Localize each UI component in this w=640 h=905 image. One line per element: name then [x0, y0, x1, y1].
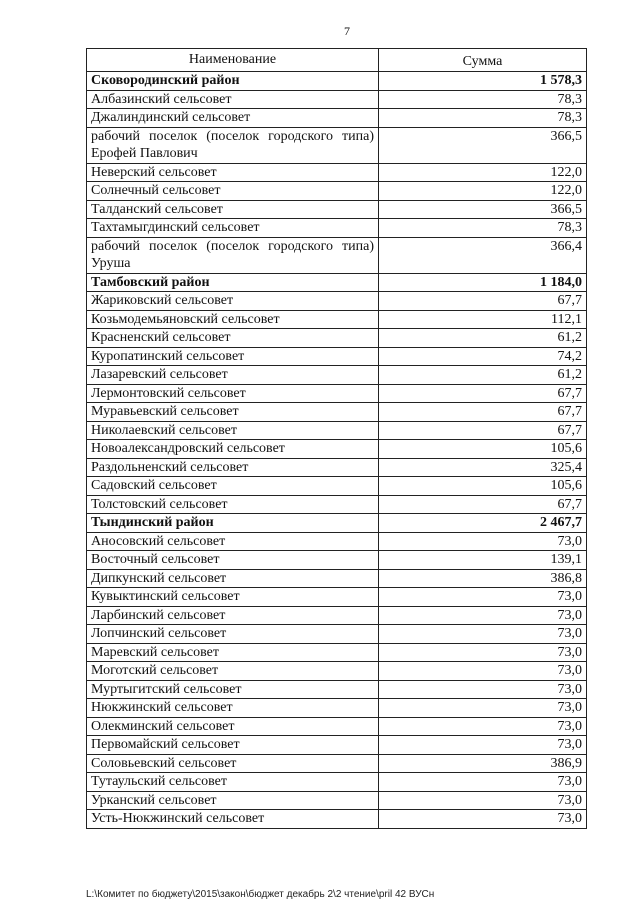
- table-row: [87, 477, 587, 496]
- district-sum: 1 184,0: [379, 273, 587, 292]
- settlement-sum: 73,0: [379, 791, 587, 810]
- settlement-sum: 122,0: [379, 163, 587, 182]
- table-row: [87, 606, 587, 625]
- table-row: [87, 219, 587, 238]
- table-row: [87, 773, 587, 792]
- table-row: [87, 310, 587, 329]
- settlement-sum: 112,1: [379, 310, 587, 329]
- table-row: [87, 680, 587, 699]
- table-row: [87, 109, 587, 128]
- district-name: Тамбовский район: [87, 273, 379, 292]
- settlement-name: Новоалександровский сельсовет: [87, 440, 379, 459]
- table-row: [87, 643, 587, 662]
- table-row: [87, 200, 587, 219]
- table-row: [87, 754, 587, 773]
- file-path-footer: L:\Комитет по бюджету\2015\закон\бюджет декабрь 2\2 чтение\pril 42 ВУСн: [86, 889, 435, 900]
- table-row: [87, 421, 587, 440]
- district-sum: 2 467,7: [379, 514, 587, 533]
- settlement-sum: 78,3: [379, 109, 587, 128]
- sum-column-header: Сумма: [379, 49, 587, 72]
- settlement-sum: 61,2: [379, 329, 587, 348]
- settlement-sum: 73,0: [379, 680, 587, 699]
- budget-table: [86, 48, 587, 829]
- settlement-sum: 366,5: [379, 200, 587, 219]
- settlement-name: Куропатинский сельсовет: [87, 347, 379, 366]
- table-row: [87, 736, 587, 755]
- settlement-name: Олекминский сельсовет: [87, 717, 379, 736]
- settlement-sum: 73,0: [379, 588, 587, 607]
- settlement-sum: 73,0: [379, 810, 587, 829]
- settlement-sum: 67,7: [379, 495, 587, 514]
- table-row: [87, 717, 587, 736]
- settlement-sum: 139,1: [379, 551, 587, 570]
- table-row: [87, 569, 587, 588]
- settlement-name: Усть-Нюкжинский сельсовет: [87, 810, 379, 829]
- settlement-name: Ларбинский сельсовет: [87, 606, 379, 625]
- settlement-sum: 67,7: [379, 384, 587, 403]
- settlement-name: Аносовский сельсовет: [87, 532, 379, 551]
- settlement-sum: 386,8: [379, 569, 587, 588]
- district-name: Сковородинский район: [87, 72, 379, 91]
- table-row: [87, 440, 587, 459]
- settlement-name: Нюкжинский сельсовет: [87, 699, 379, 718]
- settlement-name: Козьмодемьяновский сельсовет: [87, 310, 379, 329]
- settlement-name: Николаевский сельсовет: [87, 421, 379, 440]
- settlement-name: Раздольненский сельсовет: [87, 458, 379, 477]
- table-row: [87, 532, 587, 551]
- district-row: [87, 72, 587, 91]
- settlement-name: Моготский сельсовет: [87, 662, 379, 681]
- settlement-sum: 73,0: [379, 773, 587, 792]
- table-row: [87, 403, 587, 422]
- settlement-name: Толстовский сельсовет: [87, 495, 379, 514]
- settlement-name: Талданский сельсовет: [87, 200, 379, 219]
- settlement-name: Восточный сельсовет: [87, 551, 379, 570]
- settlement-name: Албазинский сельсовет: [87, 90, 379, 109]
- settlement-name: рабочий поселок (поселок городского типа) Ерофей Павлович: [87, 127, 379, 163]
- table-row: [87, 662, 587, 681]
- settlement-name: рабочий поселок (поселок городского типа) Уруша: [87, 237, 379, 273]
- table-row: [87, 625, 587, 644]
- table-row: [87, 329, 587, 348]
- table-row: [87, 163, 587, 182]
- settlement-sum: 122,0: [379, 182, 587, 201]
- settlement-sum: 73,0: [379, 606, 587, 625]
- district-row: [87, 273, 587, 292]
- settlement-sum: 105,6: [379, 477, 587, 496]
- settlement-sum: 61,2: [379, 366, 587, 385]
- settlement-name: Неверский сельсовет: [87, 163, 379, 182]
- settlement-sum: 67,7: [379, 421, 587, 440]
- settlement-name: Лазаревский сельсовет: [87, 366, 379, 385]
- table-row: [87, 384, 587, 403]
- settlement-sum: 73,0: [379, 662, 587, 681]
- table-body: [87, 72, 587, 829]
- settlement-name: Урканский сельсовет: [87, 791, 379, 810]
- settlement-name: Жариковский сельсовет: [87, 292, 379, 311]
- settlement-sum: 78,3: [379, 219, 587, 238]
- settlement-sum: 366,5: [379, 127, 587, 163]
- page-number: 7: [344, 24, 350, 38]
- settlement-sum: 73,0: [379, 736, 587, 755]
- table-row: [87, 127, 587, 163]
- settlement-sum: 78,3: [379, 90, 587, 109]
- settlement-name: Садовский сельсовет: [87, 477, 379, 496]
- settlement-name: Кувыктинский сельсовет: [87, 588, 379, 607]
- settlement-name: Муртыгитский сельсовет: [87, 680, 379, 699]
- settlement-name: Соловьевский сельсовет: [87, 754, 379, 773]
- settlement-sum: 73,0: [379, 532, 587, 551]
- settlement-sum: 67,7: [379, 292, 587, 311]
- settlement-name: Солнечный сельсовет: [87, 182, 379, 201]
- district-sum: 1 578,3: [379, 72, 587, 91]
- table-row: [87, 458, 587, 477]
- table-row: [87, 366, 587, 385]
- settlement-name: Тахтамыгдинский сельсовет: [87, 219, 379, 238]
- settlement-sum: 73,0: [379, 717, 587, 736]
- settlement-sum: 366,4: [379, 237, 587, 273]
- table-header-row: [87, 49, 587, 72]
- settlement-sum: 73,0: [379, 625, 587, 644]
- settlement-name: Муравьевский сельсовет: [87, 403, 379, 422]
- table-row: [87, 810, 587, 829]
- settlement-sum: 73,0: [379, 699, 587, 718]
- district-row: [87, 514, 587, 533]
- settlement-name: Тутаульский сельсовет: [87, 773, 379, 792]
- settlement-name: Лермонтовский сельсовет: [87, 384, 379, 403]
- table-row: [87, 237, 587, 273]
- table-row: [87, 495, 587, 514]
- settlement-sum: 74,2: [379, 347, 587, 366]
- settlement-name: Красненский сельсовет: [87, 329, 379, 348]
- settlement-sum: 67,7: [379, 403, 587, 422]
- name-column-header: Наименование: [87, 49, 379, 72]
- settlement-sum: 325,4: [379, 458, 587, 477]
- settlement-sum: 105,6: [379, 440, 587, 459]
- settlement-name: Лопчинский сельсовет: [87, 625, 379, 644]
- table-row: [87, 182, 587, 201]
- settlement-name: Первомайский сельсовет: [87, 736, 379, 755]
- table-row: [87, 90, 587, 109]
- settlement-name: Дипкунский сельсовет: [87, 569, 379, 588]
- district-name: Тындинский район: [87, 514, 379, 533]
- table-row: [87, 699, 587, 718]
- settlement-name: Маревский сельсовет: [87, 643, 379, 662]
- table-row: [87, 347, 587, 366]
- table-row: [87, 588, 587, 607]
- table-row: [87, 791, 587, 810]
- settlement-sum: 73,0: [379, 643, 587, 662]
- table-row: [87, 292, 587, 311]
- settlement-name: Джалиндинский сельсовет: [87, 109, 379, 128]
- settlement-sum: 386,9: [379, 754, 587, 773]
- table-row: [87, 551, 587, 570]
